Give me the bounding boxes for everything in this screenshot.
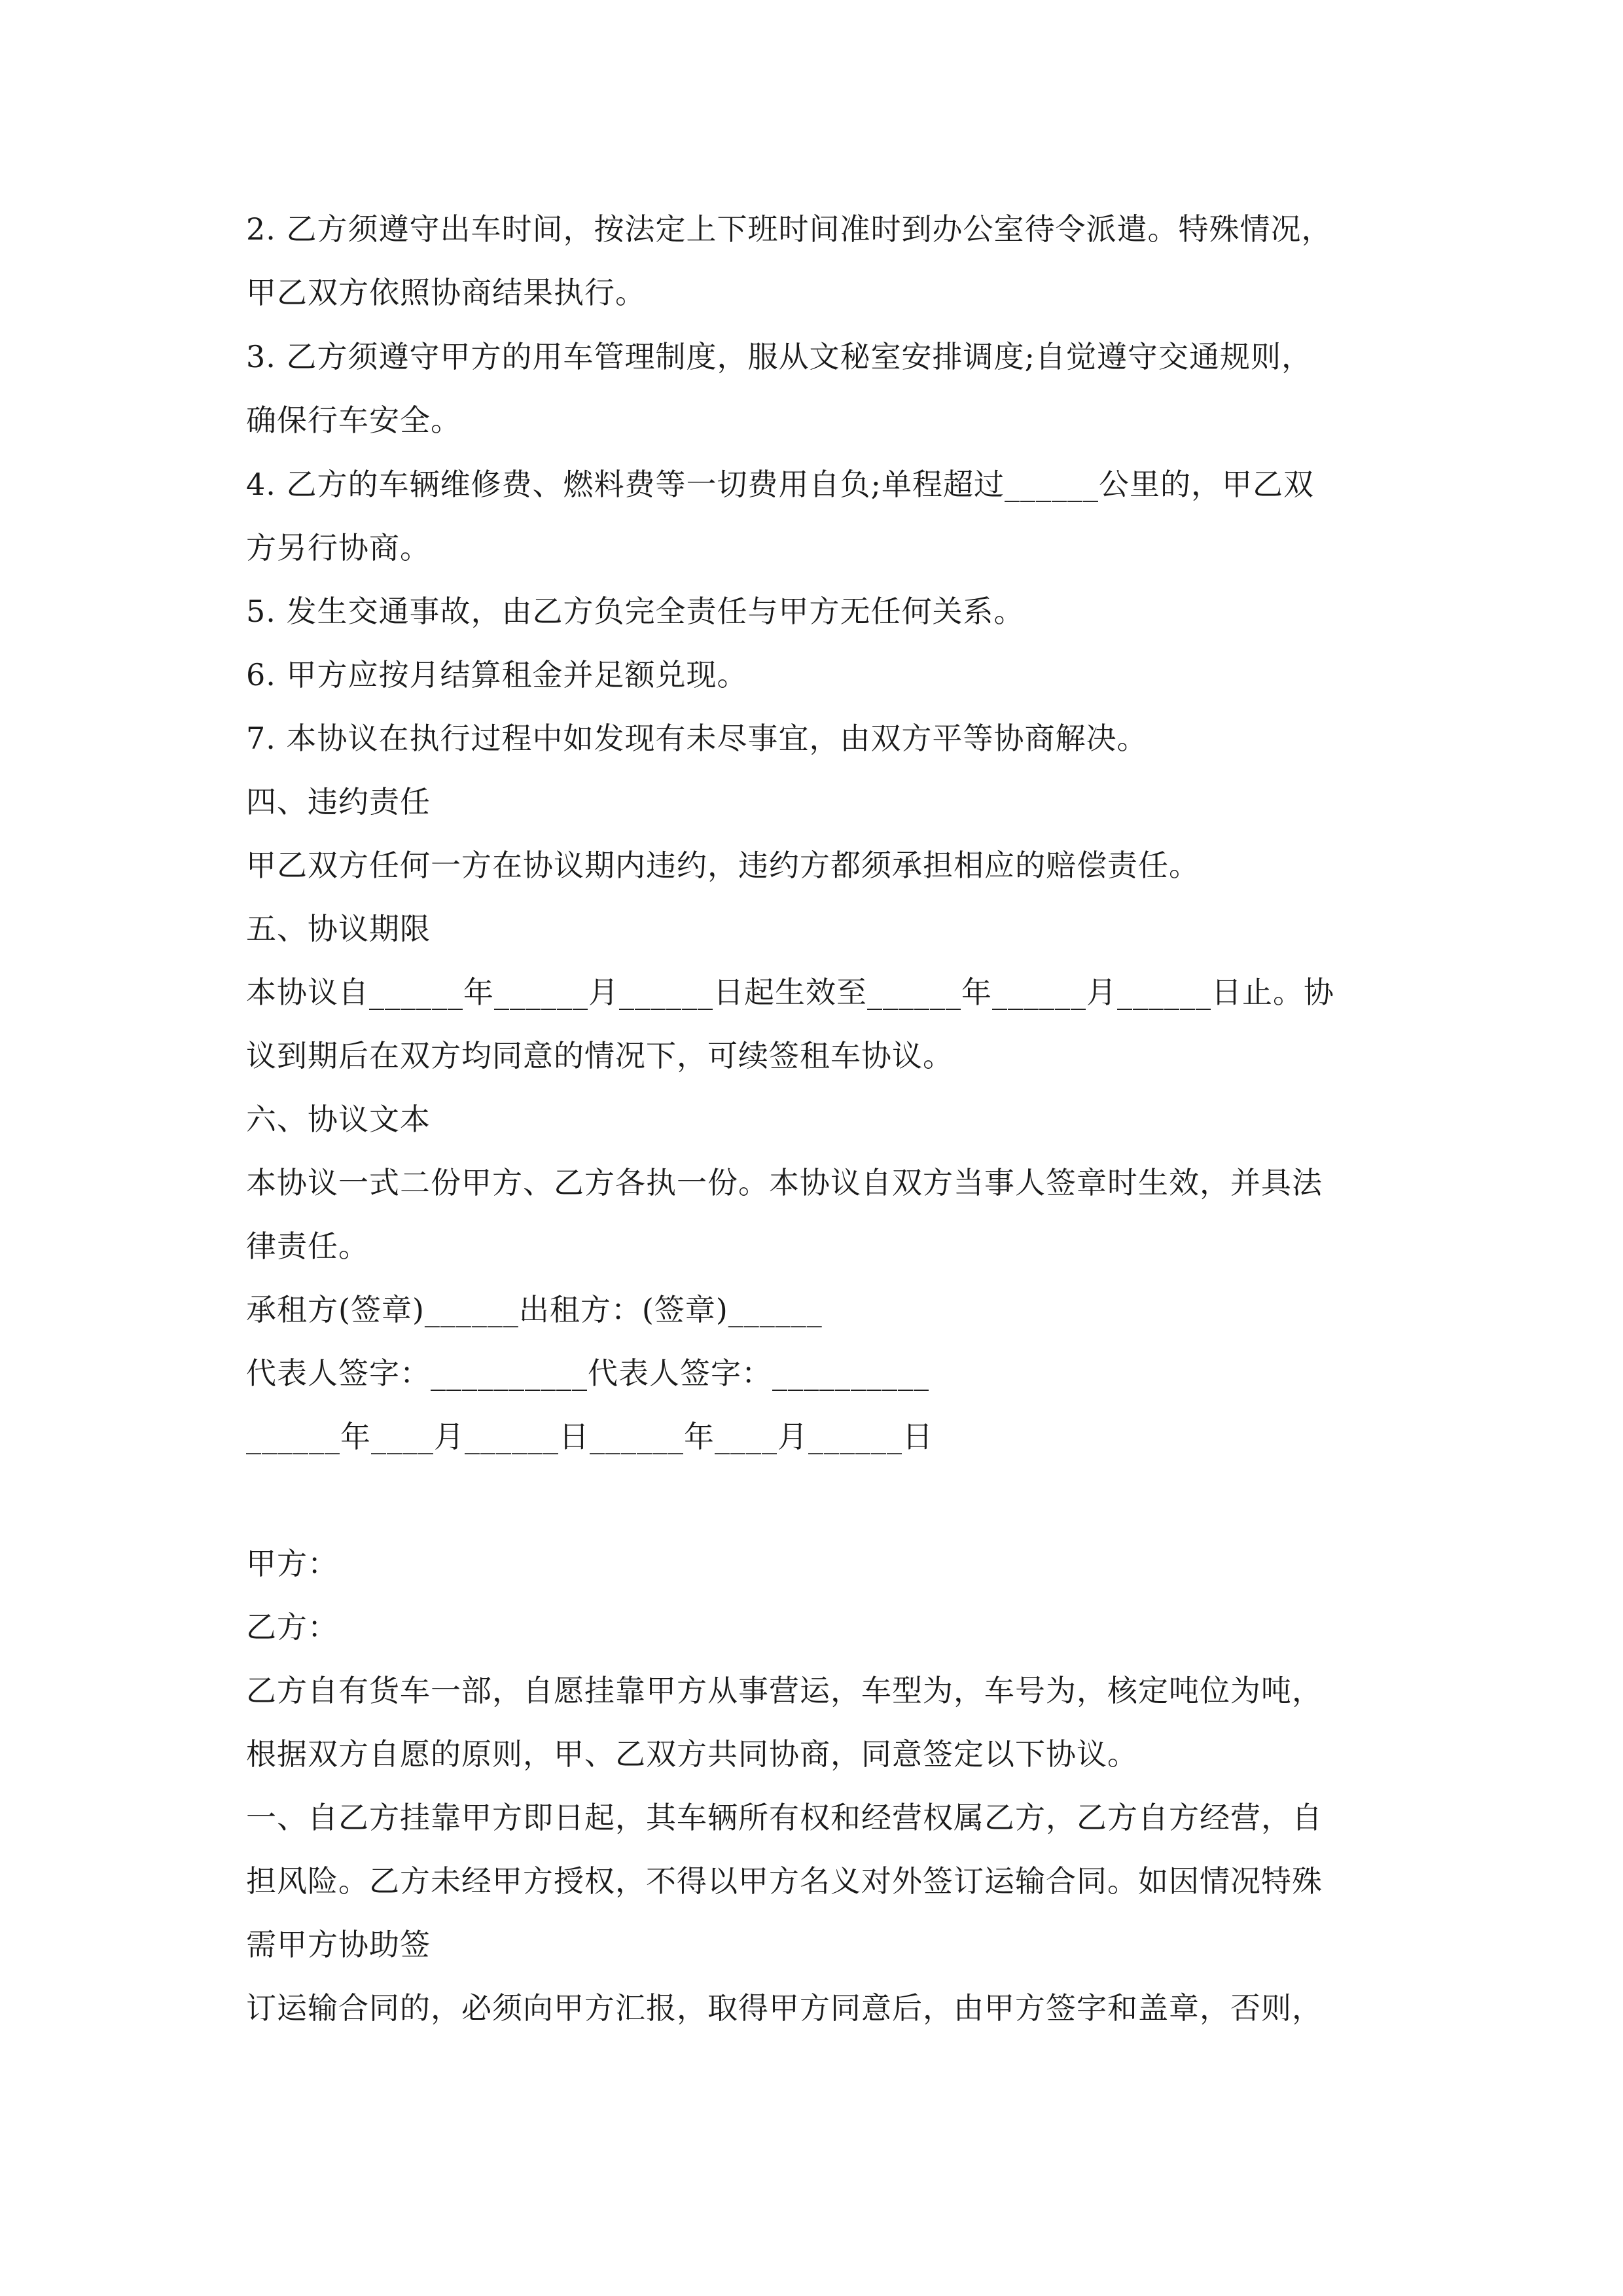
clause-3-line-2: 确保行车安全。 [246,403,461,438]
clause-5: 5. 发生交通事故，由乙方负完全责任与甲方无任何关系。 [246,594,1025,629]
term-text-line-2: 议到期后在双方均同意的情况下，可续签租车协议。 [246,1038,954,1073]
article-1-line-3: 需甲方协助签 [246,1927,431,1962]
clause-2-line-1: 2. 乙方须遵守出车时间，按法定上下班时间准时到办公室待令派遣。特殊情况， [246,211,1332,247]
term-text-line-1: 本协议自______年______月______日起生效至______年______月______日止。协 [246,975,1334,1010]
copies-text-line-2: 律责任。 [246,1229,369,1264]
preamble-line-2: 根据双方自愿的原则，甲、乙双方共同协商，同意签定以下协议。 [246,1736,1138,1772]
section-heading-text: 六、协议文本 [246,1102,431,1137]
clause-3-line-1: 3. 乙方须遵守甲方的用车管理制度，服从文秘室安排调度;自觉遵守交通规则， [246,339,1313,374]
signature-seal-line: 承租方(签章)______出租方：(签章)______ [246,1292,823,1327]
representative-sign-line: 代表人签字：__________代表人签字：__________ [246,1355,929,1391]
section-heading-term: 五、协议期限 [246,911,431,946]
article-1-line-1: 一、自乙方挂靠甲方即日起，其车辆所有权和经营权属乙方，乙方自方经营，自 [246,1800,1323,1835]
signature-date-line: ______年____月______日______年____月______日 [246,1419,933,1454]
copies-text-line-1: 本协议一式二份甲方、乙方各执一份。本协议自双方当事人签章时生效，并具法 [246,1165,1323,1200]
clause-7: 7. 本协议在执行过程中如发现有未尽事宜，由双方平等协商解决。 [246,721,1148,756]
liability-text: 甲乙双方任何一方在协议期内违约，违约方都须承担相应的赔偿责任。 [246,848,1200,883]
article-1-line-4: 订运输合同的，必须向甲方汇报，取得甲方同意后，由甲方签字和盖章，否则， [246,1990,1323,2026]
party-b-label: 乙方： [246,1609,338,1645]
section-heading-liability: 四、违约责任 [246,784,431,819]
party-a-label: 甲方： [246,1546,338,1581]
clause-4-line-2: 方另行协商。 [246,530,431,565]
clause-2-line-2: 甲乙双方依照协商结果执行。 [246,275,646,310]
clause-6: 6. 甲方应按月结算租金并足额兑现。 [246,657,748,692]
preamble-line-1: 乙方自有货车一部，自愿挂靠甲方从事营运，车型为，车号为，核定吨位为吨， [246,1673,1323,1708]
article-1-line-2: 担风险。乙方未经甲方授权，不得以甲方名义对外签订运输合同。如因情况特殊 [246,1863,1323,1899]
clause-4-line-1: 4. 乙方的车辆维修费、燃料费等一切费用自负;单程超过______公里的，甲乙双 [246,467,1315,502]
